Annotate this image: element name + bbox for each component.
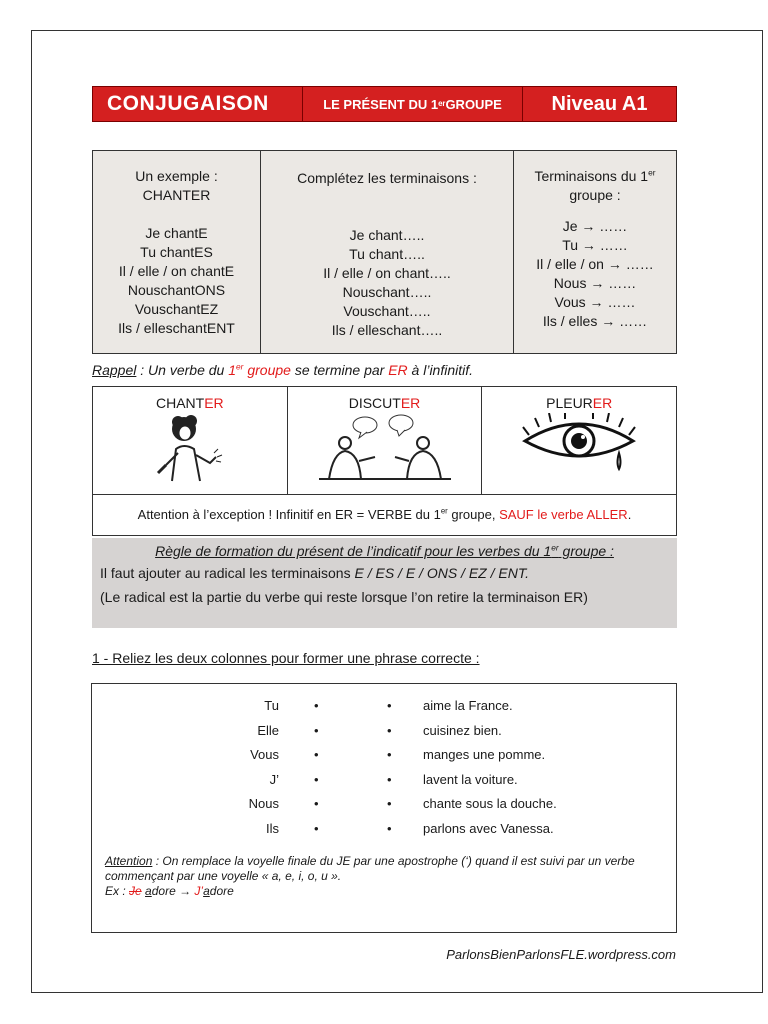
bullet-dot[interactable]: • [314, 747, 319, 762]
example-apostrophe: J’ [194, 884, 204, 898]
complete-line: Il / elle / on chant….. [323, 265, 451, 281]
match-row [92, 821, 676, 846]
endings-title-pre: Terminaisons du 1 [534, 168, 649, 184]
example-line: Je chantE [145, 225, 208, 241]
rappel-text: : Un verbe du [136, 362, 229, 378]
match-row [92, 772, 676, 797]
subtitle-pre: LE PRÉSENT DU 1 [323, 96, 439, 112]
note-label: Attention [105, 854, 153, 868]
crying-eye-icon [519, 413, 639, 483]
exception-text: Attention à l’exception ! Infinitif en ER = VERBE du 1 [137, 507, 441, 522]
rule-title-post: groupe : [558, 543, 614, 559]
match-row [92, 698, 676, 723]
endings-line: Nous → …… [553, 275, 637, 291]
rule-line1-pre: Il faut ajouter au radical les terminaisons [100, 565, 355, 581]
bullet-dot[interactable]: • [387, 820, 392, 836]
example-mid: dore → [151, 884, 195, 898]
singer-icon [150, 413, 230, 483]
attention-note [105, 854, 665, 899]
predicate: manges une pomme. [423, 747, 546, 762]
bullet-dot[interactable]: • [387, 796, 392, 811]
rule-block [92, 538, 677, 628]
example-line: Il / elle / on chantE [118, 263, 235, 279]
rappel-label: Rappel [92, 362, 137, 378]
example-label: Ex : [105, 884, 130, 898]
exception-text3: . [627, 507, 632, 522]
bullet-dot[interactable]: • [314, 796, 319, 811]
predicate: aime la France. [423, 698, 513, 713]
example-line: CHANTER [142, 187, 211, 203]
example-line: Tu chantES [140, 244, 213, 260]
rule-line-2: (Le radical est la partie du verbe qui reste lorsque l’on retire la terminaison ER) [100, 589, 588, 605]
rappel-sup: er [236, 361, 244, 372]
rule-title-sup: er [551, 542, 559, 553]
endings-line: Vous → …… [554, 294, 636, 310]
bullet-dot[interactable]: • [387, 747, 392, 762]
example-line: NouschantONS [127, 282, 226, 298]
spacer [261, 188, 513, 226]
example-vowel2: a [203, 884, 210, 898]
subject: Ils [266, 820, 279, 836]
example-column [93, 151, 261, 353]
subject: Nous [248, 796, 279, 811]
spacer [514, 205, 676, 217]
complete-column [261, 151, 514, 353]
exercise-title: 1 - Reliez les deux colonnes pour former une phrase correcte : [92, 650, 480, 666]
example-line: Ils / elleschantENT [118, 320, 235, 336]
header-banner [92, 86, 677, 122]
subtitle-post: GROUPE [445, 96, 502, 112]
complete-line: Vouschant….. [343, 303, 431, 319]
endings-title-post: groupe : [569, 187, 621, 203]
exception-line [93, 495, 676, 522]
verb-stem: CHANT [155, 395, 205, 411]
match-row [92, 796, 676, 821]
rappel-group: groupe [243, 362, 291, 378]
exception-red: SAUF le verbe ALLER [499, 507, 628, 522]
match-row [92, 747, 676, 772]
rappel-text3: à l’infinitif. [407, 362, 474, 378]
rule-title-pre: Règle de formation du présent de l’indicatif pour les verbes du 1 [155, 543, 552, 559]
verb-ending: ER [592, 395, 613, 411]
example-line: VouschantEZ [134, 301, 219, 317]
exercise-box [91, 683, 677, 933]
predicate: chante sous la douche. [423, 796, 557, 811]
endings-line: Je → …… [562, 218, 628, 234]
picture-cell-pleurer [482, 387, 676, 494]
predicate: lavent la voiture. [423, 771, 518, 787]
endings-title [514, 167, 676, 186]
rule-title [100, 542, 669, 560]
bullet-dot[interactable]: • [314, 722, 319, 738]
rappel-num: 1 [228, 362, 236, 378]
exception-text2: groupe, [447, 507, 500, 522]
bullet-dot[interactable]: • [387, 698, 392, 713]
bullet-dot[interactable]: • [314, 698, 319, 713]
endings-column [514, 151, 676, 353]
verb-stem: PLEUR [546, 395, 593, 411]
endings-line: Tu → …… [562, 237, 628, 253]
rule-line-1 [100, 564, 669, 582]
predicate: cuisinez bien. [423, 722, 502, 738]
subject: J’ [269, 771, 279, 787]
matching-list [92, 698, 676, 845]
example-line: Un exemple : [135, 168, 218, 184]
rappel-er: ER [388, 362, 408, 378]
example-struck: Je [129, 884, 142, 898]
endings-title-sup: er [648, 167, 656, 178]
complete-title: Complétez les terminaisons : [297, 170, 477, 186]
conjugation-table [92, 150, 677, 354]
footer-url[interactable]: ParlonsBienParlonsFLE.wordpress.com [446, 947, 676, 962]
bullet-dot[interactable]: • [387, 771, 392, 787]
complete-line: Ils / elleschant….. [331, 322, 443, 338]
verb-stem: DISCUT [348, 395, 401, 411]
endings-line: Ils / elles → …… [542, 313, 648, 329]
header-title: CONJUGAISON [93, 87, 303, 121]
note-text: : On remplace la voyelle finale du JE par une apostrophe (‘) quand il est suivi par un verbe commençant par une voyelle « a, e, i, o, u ». [105, 854, 635, 883]
header-level: Niveau A1 [551, 92, 648, 115]
predicate: parlons avec Vanessa. [423, 820, 554, 836]
verb-ending: ER [204, 395, 224, 411]
picture-cell-discuter [288, 387, 483, 494]
subject: Vous [250, 747, 279, 762]
exception-sup: er [440, 506, 448, 516]
endings-line: Il / elle / on → …… [536, 256, 654, 272]
bullet-dot[interactable]: • [314, 820, 319, 836]
bullet-dot[interactable]: • [314, 771, 319, 787]
discussion-icon [315, 413, 455, 483]
example-end: dore [209, 884, 234, 898]
picture-cell-chanter [93, 387, 288, 494]
complete-line: Je chant….. [349, 227, 425, 243]
subject: Elle [257, 722, 279, 738]
complete-line: Nouschant….. [342, 284, 432, 300]
verb-ending: ER [400, 395, 421, 411]
rule-endings: E / ES / E / ONS / EZ / ENT. [354, 565, 529, 581]
bullet-dot[interactable]: • [387, 722, 392, 738]
header-subtitle: LE PRÉSENT DU 1 er GROUPE [303, 87, 523, 121]
example-vowel: a [145, 884, 152, 898]
rappel-line [92, 362, 473, 378]
subject: Tu [264, 698, 279, 713]
match-row [92, 723, 676, 748]
verbs-picture-table [92, 386, 677, 536]
complete-line: Tu chant….. [349, 246, 425, 262]
rappel-text2: se termine par [290, 362, 389, 378]
example-line [93, 205, 260, 224]
